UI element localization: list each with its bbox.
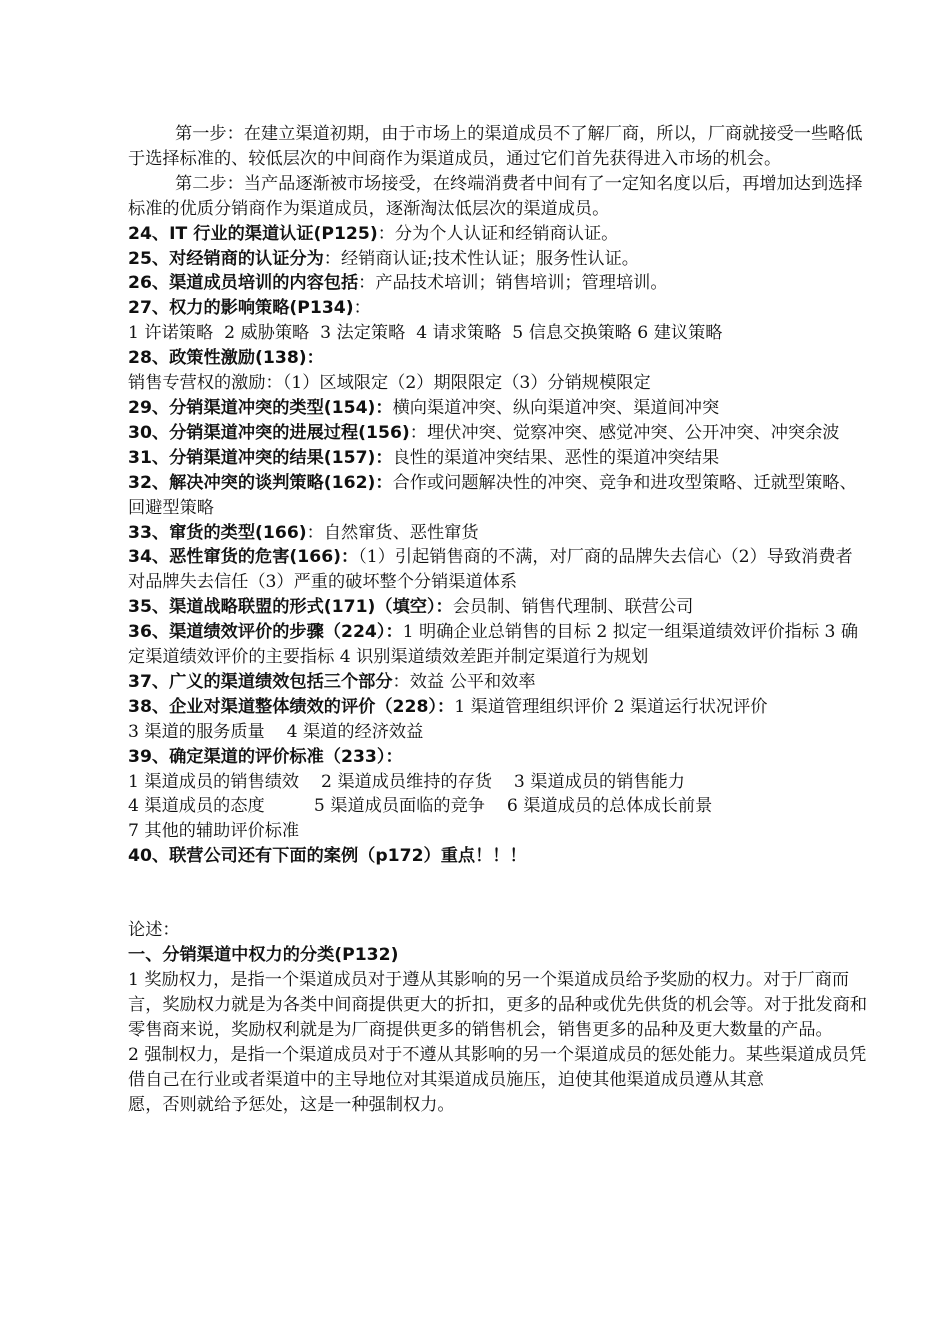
essay-paragraph-1: 1 奖励权力，是指一个渠道成员对于遵从其影响的另一个渠道成员给予奖励的权力。对于厂商而言，奖励权力就是为各类中间商提供更大的折扣，更多的品种或优先供货的机会等。对于批发商和零售商来说，奖励权利就是为厂商提供更多的销售机会，销售更多的品种及更大数量的产品。 <box>128 970 868 1040</box>
list-item-body: 会员制、销售代理制、联营公司 <box>452 597 694 618</box>
list-item-heading: 28、政策性激励(138)： <box>128 348 324 369</box>
list-item-heading: 32、解决冲突的谈判策略(162)： <box>128 472 393 493</box>
intro-paragraph-1: 第一步：在建立渠道初期，由于市场上的渠道成员不了解厂商，所以，厂商就接受一些略低于选择标准的、较低层次的中间商作为渠道成员，通过它们首先获得进入市场的机会。 <box>128 124 863 169</box>
list-item-body: 1 渠道管理组织评价 2 渠道运行状况评价 <box>454 696 768 717</box>
list-item-detail: 4 渠道成员的态度 5 渠道成员面临的竞争 6 渠道成员的总体成长前景 <box>128 796 713 817</box>
list-item-detail: 销售专营权的激励：（1）区域限定（2）期限限定（3）分销规模限定 <box>128 373 651 394</box>
document-page <box>128 122 868 1117</box>
list-item-body: ：自然窜货、恶性窜货 <box>306 522 479 543</box>
list-item <box>128 271 868 296</box>
list-item <box>128 296 868 321</box>
essay-paragraph-3: 愿，否则就给予惩处，这是一种强制权力。 <box>128 1094 455 1115</box>
list-item-body: 横向渠道冲突、纵向渠道冲突、渠道间冲突 <box>392 397 720 418</box>
list-item <box>128 421 868 446</box>
intro-paragraph-2: 第二步：当产品逐渐被市场接受，在终端消费者中间有了一定知名度以后，再增加达到选择标准的优质分销商作为渠道成员，逐渐淘汰低层次的渠道成员。 <box>128 173 863 219</box>
list-item-heading: 34、恶性窜货的危害(166)： <box>128 547 359 568</box>
list-item-body: ：效益 公平和效率 <box>392 671 536 692</box>
list-item <box>128 620 868 670</box>
list-item-detail: 3 渠道的服务质量 4 渠道的经济效益 <box>128 721 424 742</box>
list-item <box>128 745 868 770</box>
list-item-detail: 1 渠道成员的销售绩效 2 渠道成员维持的存货 3 渠道成员的销售能力 <box>128 771 685 792</box>
spacer <box>128 869 868 918</box>
list-item-heading: 25、对经销商的认证分为 <box>128 248 324 269</box>
list-item-body: ：产品技术培训；销售培训；管理培训。 <box>358 273 668 294</box>
list-item-heading: 24、IT 行业的渠道认证(P125) <box>128 223 378 244</box>
list-item-heading: 33、窜货的类型(166) <box>128 522 307 543</box>
numbered-list <box>128 222 868 870</box>
list-item <box>128 446 868 471</box>
list-item-heading: 30、分销渠道冲突的进展过程(156) <box>128 422 410 443</box>
list-item <box>128 670 868 695</box>
list-item <box>128 222 868 247</box>
list-item <box>128 346 868 371</box>
list-item <box>128 521 868 546</box>
list-item-heading: 29、分销渠道冲突的类型(154)： <box>128 397 393 418</box>
list-item-heading: 38、企业对渠道整体绩效的评价（228）： <box>128 696 455 717</box>
list-item-body: 1 明确企业总销售的目标 2 拟定一组渠道绩效评价指标 3 确定渠道绩效评价的主要指标 4 识别渠道绩效差距并制定渠道行为规划 <box>128 622 859 668</box>
list-item <box>128 247 868 272</box>
list-item-body: ： <box>353 298 371 319</box>
list-item <box>128 595 868 620</box>
list-item <box>128 396 868 421</box>
list-item-heading: 27、权力的影响策略(P134) <box>128 298 354 319</box>
list-item-heading: 31、分销渠道冲突的结果(157)： <box>128 447 393 468</box>
list-item-body: ：经销商认证;技术性认证；服务性认证。 <box>323 248 639 269</box>
list-item-heading: 36、渠道绩效评价的步骤（224）： <box>128 622 403 643</box>
list-item <box>128 545 868 595</box>
list-item-heading: 40、联营公司还有下面的案例（p172）重点！！！ <box>128 846 527 867</box>
list-item-heading: 35、渠道战略联盟的形式(171)（填空）： <box>128 597 453 618</box>
list-item-body: ：分为个人认证和经销商认证。 <box>377 223 619 244</box>
list-item-heading: 37、广义的渠道绩效包括三个部分 <box>128 671 393 692</box>
essay-label: 论述： <box>128 920 180 941</box>
list-item-detail: 1 许诺策略 2 威胁策略 3 法定策略 4 请求策略 5 信息交换策略 6 建议策略 <box>128 323 723 344</box>
list-item <box>128 695 868 720</box>
essay-title: 一、分销渠道中权力的分类(P132) <box>128 945 399 966</box>
list-item-heading: 39、确定渠道的评价标准（233）： <box>128 746 403 767</box>
list-item <box>128 844 868 869</box>
list-item-body: 良性的渠道冲突结果、恶性的渠道冲突结果 <box>392 447 720 468</box>
list-item-body: 合作或问题解决性的冲突、竞争和进攻型策略、迁就型策略、回避型策略 <box>128 472 857 518</box>
essay-paragraph-2: 2 强制权力，是指一个渠道成员对于不遵从其影响的另一个渠道成员的惩处能力。某些渠道成员凭借自己在行业或者渠道中的主导地位对其渠道成员施压，迫使其他渠道成员遵从其意 <box>128 1044 867 1090</box>
list-item <box>128 471 868 521</box>
list-item-heading: 26、渠道成员培训的内容包括 <box>128 273 359 294</box>
list-item-detail: 7 其他的辅助评价标准 <box>128 821 300 842</box>
list-item-body: （1）引起销售商的不满，对厂商的品牌失去信心（2）导致消费者对品牌失去信任（3）严重的破坏整个分销渠道体系 <box>128 547 853 593</box>
list-item-body: ：埋伏冲突、觉察冲突、感觉冲突、公开冲突、冲突余波 <box>409 422 840 443</box>
